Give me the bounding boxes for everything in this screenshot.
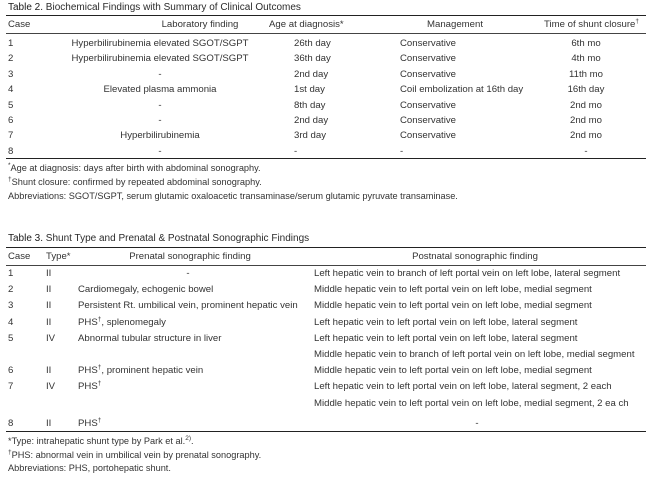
t2-lab: - [158, 145, 162, 157]
table2-caption: Table 2. Biochemical Findings with Summary of Clinical Outcomes [8, 2, 301, 13]
t3-case: 3 [8, 300, 14, 312]
t3-postnatal-line: Middle hepatic vein to left portal vein on left lobe, medial segment, 2 ea ch [314, 397, 629, 409]
t3-prenatal-text: PHS [78, 417, 98, 429]
t3-prenatal-text: Abnormal tubular structure in liver [78, 332, 222, 344]
t2-col-age: Age at diagnosis* [269, 19, 344, 30]
t3-prenatal [78, 300, 298, 312]
t3-footnote-abbrev: Abbreviations: PHS, portohepatic shunt. [8, 463, 171, 473]
t2-management: Conservative [400, 68, 456, 80]
t2-footnote-age: *Age at diagnosis: days after birth with abdominal sonography. [8, 162, 261, 173]
t3-footnote-phs: †PHS: abnormal vein in umbilical vein by prenatal sonography. [8, 449, 262, 460]
t2-case: 6 [8, 115, 14, 126]
t2-closure: 2nd mo [570, 99, 602, 111]
t3-case: 7 [8, 381, 14, 393]
t3-prenatal-text: PHS [78, 381, 98, 393]
t3-col-prenatal: Prenatal sonographic finding [129, 251, 251, 262]
t3-case: 4 [8, 316, 14, 328]
t2-age: 3rd day [294, 130, 326, 142]
t3-case: 5 [8, 332, 14, 344]
t2-case: 3 [8, 68, 14, 80]
t3-case: 6 [8, 365, 14, 377]
t3-prenatal [78, 418, 101, 430]
t3-prenatal-sup: † [97, 364, 102, 372]
t3-postnatal-line: Middle hepatic vein to left portal vein on left lobe, medial segment [314, 300, 592, 312]
t2-age: 2nd day [294, 115, 329, 126]
t2-age: 8th day [294, 99, 326, 111]
t2-col-management: Management [427, 19, 483, 30]
t3-type: IV [46, 332, 56, 344]
t3-case: 2 [8, 284, 14, 296]
table3-header-rule [6, 265, 646, 266]
t3-postnatal-line: - [475, 417, 479, 429]
t3-type: IV [46, 381, 56, 393]
t3-prenatal [78, 317, 166, 329]
t3-type: II [46, 268, 52, 279]
table2-top-rule [6, 15, 646, 16]
t2-management: Conservative [400, 130, 456, 142]
t3-footnote-type: *Type: intrahepatic shunt type by Park et al.$^{2)}$. [8, 435, 194, 446]
t3-postnatal-line: Middle hepatic vein to branch of left portal vein on left lobe, medial segment [314, 349, 635, 360]
t3-prenatal-sup: † [97, 315, 102, 323]
t3-prenatal-sup: † [97, 380, 102, 388]
t2-case: 7 [8, 130, 14, 142]
t2-col-case: Case [8, 19, 31, 30]
t3-case: 8 [8, 417, 14, 429]
t2-lab: Hyperbilirubinemia elevated SGOT/SGPT [71, 38, 249, 49]
t3-postnatal-line: Middle hepatic vein to left portal vein on left lobe, medial segment [314, 284, 592, 296]
t3-postnatal-line: Left hepatic vein to left portal vein on left lobe, lateral segment, 2 each [314, 381, 612, 393]
t2-col-closure: Time of shunt closure† [544, 18, 639, 30]
t2-closure: - [584, 145, 588, 157]
t2-case: 5 [8, 99, 14, 111]
t2-lab: Elevated plasma ammonia [103, 84, 217, 96]
t3-prenatal-text: PHS [78, 316, 98, 328]
t3-prenatal [78, 333, 221, 345]
t3-type: II [46, 365, 52, 377]
t2-col-lab: Laboratory finding [161, 19, 239, 30]
t3-postnatal-line: Left hepatic vein to branch of left portal vein on left lobe, lateral segment [314, 268, 621, 279]
table2-bottom-rule [6, 158, 646, 159]
t3-col-type: Type* [46, 251, 71, 262]
t2-lab: Hyperbilirubinemia [120, 130, 200, 142]
table3-caption: Table 3. Shunt Type and Prenatal & Postnatal Sonographic Findings [8, 233, 310, 244]
t3-type: II [46, 284, 52, 296]
t2-lab: - [158, 115, 162, 126]
t2-footnote-closure: †Shunt closure: confirmed by repeated abdominal sonography. [8, 176, 262, 187]
t2-age: 26th day [294, 38, 331, 49]
t2-closure: 2nd mo [570, 115, 602, 126]
t3-type: II [46, 300, 52, 312]
t3-prenatal-rest: , prominent hepatic vein [101, 365, 204, 377]
table3-bottom-rule [6, 431, 646, 432]
t3-prenatal [78, 365, 203, 377]
t3-type: II [46, 316, 52, 328]
t3-prenatal-text: PHS [78, 365, 98, 377]
t3-prenatal-text: Persistent Rt. umbilical vein, prominent hepatic vein [78, 300, 298, 312]
t2-management: - [400, 145, 404, 157]
t2-lab: Hyperbilirubinemia elevated SGOT/SGPT [71, 53, 249, 65]
t2-management: Conservative [400, 53, 456, 65]
table3-top-rule [6, 247, 646, 248]
t3-prenatal-text: - [186, 268, 190, 279]
t2-age: 36th day [294, 53, 331, 65]
t2-closure: 6th mo [571, 38, 601, 49]
t2-case: 8 [8, 145, 14, 157]
t2-management: Conservative [400, 115, 456, 126]
t2-management: Conservative [400, 38, 456, 49]
t2-management: Coil embolization at 16th day [400, 84, 524, 96]
t2-management: Conservative [400, 99, 456, 111]
t3-prenatal [78, 268, 298, 280]
table2-header-rule [6, 33, 646, 34]
t2-case: 1 [8, 38, 14, 49]
t3-postnatal-line: Middle hepatic vein to left portal vein on left lobe, medial segment [314, 365, 592, 377]
t2-closure: 4th mo [571, 53, 601, 65]
t2-closure: 11th mo [569, 68, 603, 80]
t2-age: - [294, 145, 298, 157]
t2-age: 2nd day [294, 68, 329, 80]
t2-lab: - [158, 99, 162, 111]
t3-postnatal-line: Left hepatic vein to left portal vein on left lobe, lateral segment [314, 316, 578, 328]
t2-closure: 2nd mo [570, 130, 602, 142]
t2-case: 2 [8, 53, 14, 65]
t2-footnote-abbrev: Abbreviations: SGOT/SGPT, serum glutamic oxaloacetic transaminase/serum glutamic pyruvate transaminase. [8, 191, 458, 201]
t3-prenatal-sup: † [97, 416, 102, 424]
t3-prenatal [78, 381, 101, 393]
t3-col-postnatal: Postnatal sonographic finding [412, 251, 538, 262]
t3-prenatal-text: Cardiomegaly, echogenic bowel [78, 284, 214, 296]
t2-lab: - [158, 68, 162, 80]
t2-age: 1st day [294, 84, 325, 96]
t3-col-case: Case [8, 251, 31, 262]
t3-prenatal-rest: , splenomegaly [101, 316, 166, 328]
t3-type: II [46, 417, 52, 429]
t3-postnatal-line: Left hepatic vein to left portal vein on left lobe, lateral segment [314, 332, 578, 344]
t3-prenatal [78, 284, 213, 296]
t3-case: 1 [8, 268, 14, 279]
t2-case: 4 [8, 84, 14, 96]
t2-closure: 16th day [567, 84, 605, 96]
